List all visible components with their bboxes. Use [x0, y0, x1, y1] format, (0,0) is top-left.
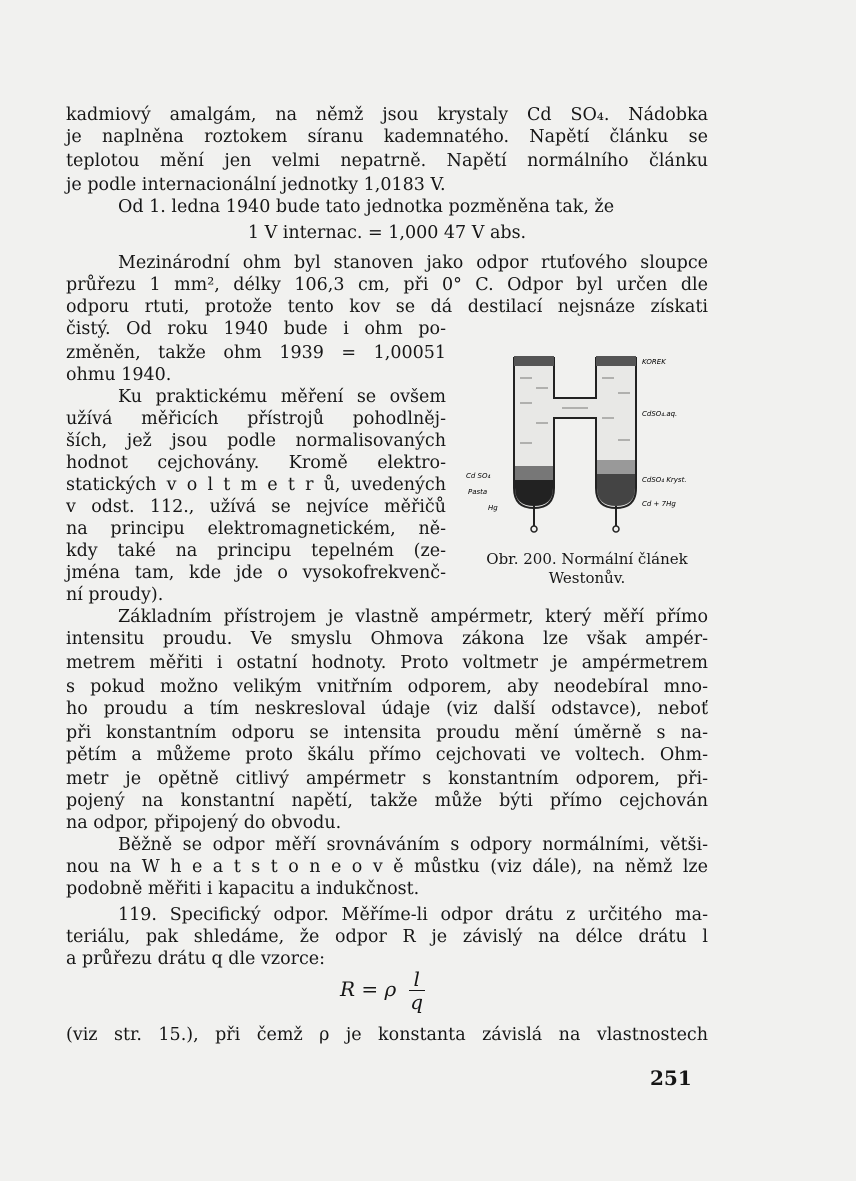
- text-line: teriálu, pak shledáme, že odpor R je závislý na délce drátu l: [66, 927, 708, 947]
- text-line: teplotou mění jen velmi nepatrně. Napětí normálního článku: [66, 151, 708, 171]
- label-hg: Hg: [488, 504, 498, 512]
- formula-lhs: R = ρ: [340, 977, 397, 1001]
- text-line: statických v o l t m e t r ů, uvedených: [66, 475, 446, 495]
- text-line: je naplněna roztokem síranu kademnatého. Napětí článku se: [66, 127, 708, 147]
- text-line: Mezinárodní ohm byl stanoven jako odpor rtuťového sloupce: [118, 253, 708, 273]
- text-line: metr je opětně citlivý ampérmetr s konstantním odporem, při-: [66, 769, 708, 789]
- text-line: Základním přístrojem je vlastně ampérmetr, který měří přímo: [118, 607, 708, 627]
- text-line: pětím a můžeme proto škálu přímo cejchovati ve voltech. Ohm-: [66, 745, 708, 765]
- right-cork: [596, 356, 636, 366]
- formula-denominator: q: [410, 990, 424, 1014]
- text-line: hodnot cejchovány. Kromě elektro-: [66, 453, 446, 473]
- text-line: intensitu proudu. Ve smyslu Ohmova zákona lze však ampér-: [66, 629, 708, 649]
- right-amalgam: [597, 474, 635, 506]
- text-line: při konstantním odporu se intensita proudu mění úměrně s na-: [66, 723, 708, 743]
- text-line: Běžně se odpor měří srovnáváním s odpory normálními, větši-: [118, 835, 708, 855]
- left-paste-layer: [515, 466, 553, 480]
- label-cdso4-left: Cd SO₄: [466, 472, 491, 480]
- text-line: Ku praktickému měření se ovšem: [118, 387, 446, 407]
- left-cork: [514, 356, 554, 366]
- text-line: (viz str. 15.), při čemž ρ je konstanta závislá na vlastnostech: [66, 1025, 708, 1045]
- text-line: s pokud možno velikým vnitřním odporem, aby neodebíral mno-: [66, 677, 708, 697]
- text-line: ní proudy).: [66, 585, 164, 605]
- text-line: Od 1. ledna 1940 bude tato jednotka pozměněna tak, že: [118, 197, 615, 217]
- text-line: ších, jež jsou podle normalisovaných: [66, 431, 446, 451]
- text-line: jména tam, kde jde o vysokofrekvenč-: [66, 563, 446, 583]
- text-line: ohmu 1940.: [66, 365, 172, 385]
- label-korek: KOREK: [642, 358, 666, 366]
- text-line: průřezu 1 mm², délky 106,3 cm, při 0° C. Odpor byl určen dle: [66, 275, 708, 295]
- figure-caption: [462, 550, 712, 588]
- label-cdso4-kryst: CdSO₄ Kryst.: [642, 476, 687, 484]
- caption-line-1: Obr. 200. Normální článek: [486, 550, 688, 568]
- text-line: na principu elektromagnetickém, ně-: [66, 519, 446, 539]
- page-number: 251: [650, 1066, 692, 1090]
- text-line: 119. Specifický odpor. Měříme-li odpor drátu z určitého ma-: [118, 905, 708, 925]
- right-crystal-layer: [597, 460, 635, 474]
- text-line: odporu rtuti, protože tento kov se dá destilací nejsnáze získati: [66, 297, 708, 317]
- text-line: kdy také na principu tepelném (ze-: [66, 541, 446, 561]
- text-line: pojený na konstantní napětí, takže může býti přímo cejchován: [66, 791, 708, 811]
- text-line: užívá měřicích přístrojů pohodlněj-: [66, 409, 446, 429]
- formula-numerator: l: [413, 967, 420, 991]
- text-line: podobně měřiti i kapacitu a indukčnost.: [66, 879, 420, 899]
- label-cdso4-aq: CdSO₄.aq.: [642, 410, 678, 418]
- text-line: na odpor, připojený do obvodu.: [66, 813, 342, 833]
- text-line: změněn, takže ohm 1939 = 1,00051: [66, 343, 446, 363]
- text-line: metrem měřiti i ostatní hodnoty. Proto voltmetr je ampérmetrem: [66, 653, 708, 673]
- text-line: je podle internacionální jednotky 1,0183 V.: [66, 175, 446, 195]
- text-line: v odst. 112., užívá se nejvíce měřičů: [66, 497, 446, 517]
- label-cd-hg: Cd + 7Hg: [642, 500, 676, 508]
- caption-line-2: Westonův.: [548, 569, 626, 587]
- text-line: a průřezu drátu q dle vzorce:: [66, 949, 326, 969]
- text-line: ho proudu a tím neskresloval údaje (viz další odstavce), neboť: [66, 699, 708, 719]
- formula-fraction: [409, 968, 425, 1013]
- left-mercury: [515, 480, 553, 506]
- label-pasta: Pasta: [468, 488, 488, 496]
- text-line: čistý. Od roku 1940 bude i ohm po-: [66, 319, 446, 339]
- text-line: kadmiový amalgám, na němž jsou krystaly Cd SO₄. Nádobka: [66, 105, 708, 125]
- text-line: nou na W h e a t s t o n e o v ě můstku (viz dále), na němž lze: [66, 857, 708, 877]
- formula-specific-resistance: [340, 968, 425, 1013]
- text-line: 1 V internac. = 1,000 47 V abs.: [247, 223, 527, 243]
